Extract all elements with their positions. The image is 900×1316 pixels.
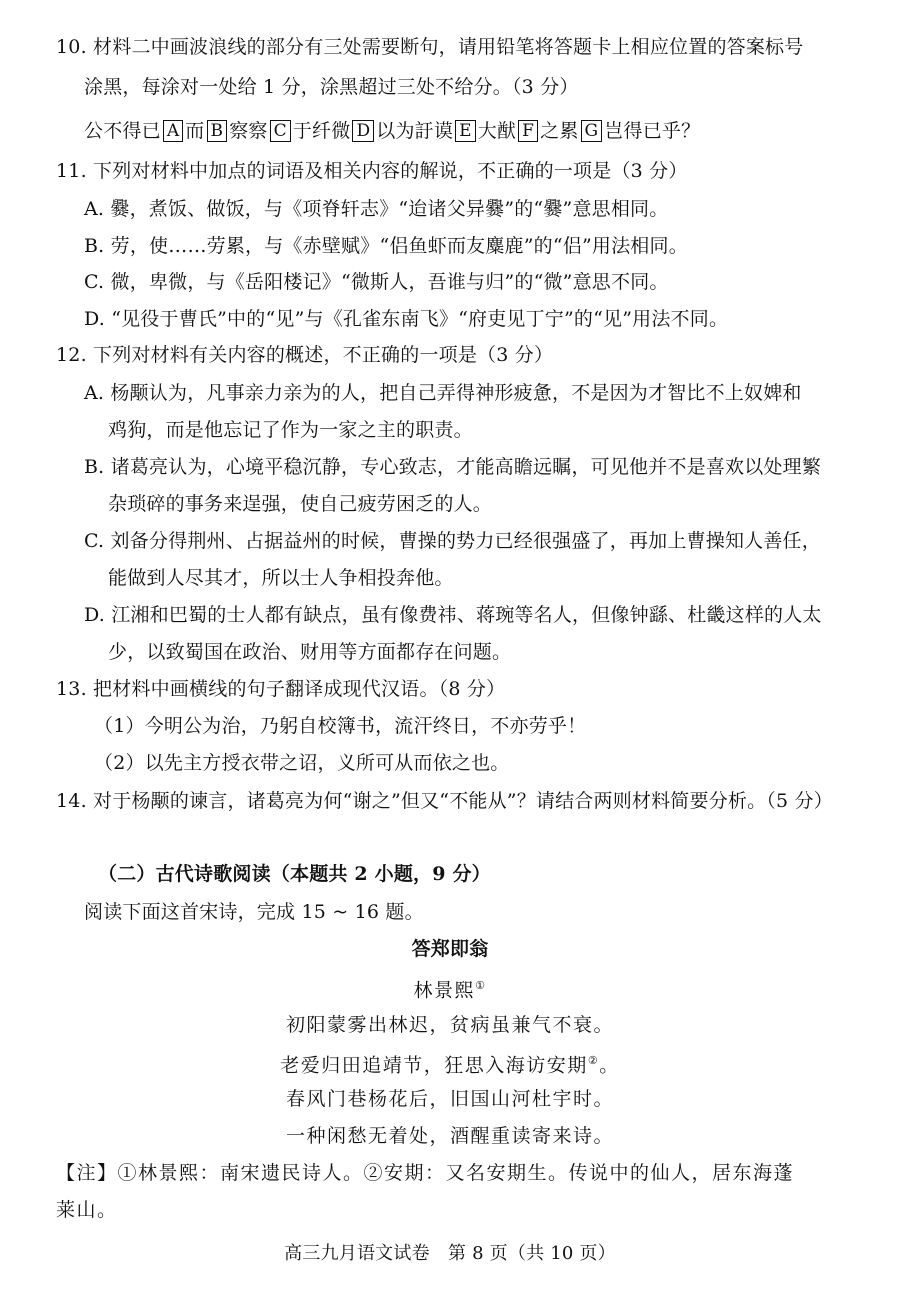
answer-box: A bbox=[163, 120, 183, 142]
sentence-segment: 岂得已乎？ bbox=[604, 120, 701, 142]
q12-option-b-line1: B. 诸葛亮认为，心境平稳沉静，专心致志，才能高瞻远瞩，可见他并不是喜欢以处理繁 bbox=[84, 456, 822, 478]
line2-footnote-mark: ② bbox=[587, 1054, 600, 1067]
sentence-segment: 大猷 bbox=[477, 120, 517, 142]
q12-option-a-line2: 鸡狗，而是他忘记了作为一家之主的职责。 bbox=[108, 419, 473, 441]
answer-box: B bbox=[207, 120, 228, 142]
poem-title: 答郑即翁 bbox=[411, 938, 489, 960]
notes-line1: 【注】①林景熙：南宋遗民诗人。②安期：又名安期生。传说中的仙人，居东海蓬 bbox=[56, 1162, 795, 1184]
q11-option-b: B. 劳，使……劳累，与《赤壁赋》“侣鱼虾而友麋鹿”的“侣”用法相同。 bbox=[84, 235, 688, 257]
q12-option-b-line2: 杂琐碎的事务来逞强，使自己疲劳困乏的人。 bbox=[108, 493, 493, 515]
q12-option-c-line2: 能做到人尽其才，所以士人争相投奔他。 bbox=[108, 567, 454, 589]
q10-sentence bbox=[84, 117, 700, 145]
q13-stem: 13. 把材料中画横线的句子翻译成现代汉语。（8 分） bbox=[56, 678, 506, 700]
q11-option-a: A. 爨，煮饭、做饭，与《项脊轩志》“迨诸父异爨”的“爨”意思相同。 bbox=[84, 198, 669, 220]
q13-sentence-1: （1）今明公为治，乃躬自校簿书，流汗终日，不亦劳乎！ bbox=[94, 715, 587, 737]
section-heading: （二）古代诗歌阅读（本题共 2 小题，9 分） bbox=[98, 863, 491, 885]
q11-option-c: C. 微，卑微，与《岳阳楼记》“微斯人，吾谁与归”的“微”意思不同。 bbox=[84, 271, 669, 293]
q12-option-c-line1: C. 刘备分得荆州、占据益州的时候，曹操的势力已经很强盛了，再加上曹操知人善任， bbox=[84, 530, 821, 552]
q12-option-d-line2: 少，以致蜀国在政治、财用等方面都存在问题。 bbox=[108, 641, 512, 663]
page-footer: 高三九月语文试卷 第 8 页（共 10 页） bbox=[284, 1243, 616, 1264]
notes-line2: 莱山。 bbox=[56, 1199, 118, 1221]
poem-line-4: 一种闲愁无着处，酒醒重读寄来诗。 bbox=[285, 1125, 614, 1147]
q10-stem-line2: 涂黑，每涂对一处给 1 分，涂黑超过三处不给分。（3 分） bbox=[84, 76, 579, 98]
sentence-segment: 以为訏谟 bbox=[376, 120, 454, 142]
q10-stem-line1: 10. 材料二中画波浪线的部分有三处需要断句，请用铅笔将答题卡上相应位置的答案标号 bbox=[56, 36, 804, 58]
q12-option-a-line1: A. 杨颙认为，凡事亲力亲为的人，把自己弄得神形疲惫，不是因为才智比不上奴婢和 bbox=[84, 382, 802, 404]
section-intro: 阅读下面这首宋诗，完成 15 ~ 16 题。 bbox=[84, 901, 424, 923]
answer-box: F bbox=[518, 120, 538, 142]
sentence-segment: 公不得已 bbox=[84, 120, 161, 142]
poem-author: 林景熙① bbox=[413, 979, 487, 1002]
answer-box: G bbox=[581, 120, 603, 142]
sentence-segment: 而 bbox=[185, 120, 205, 142]
q13-sentence-2: （2）以先主方授衣带之诏，义所可从而依之也。 bbox=[94, 752, 510, 774]
poem-line-2: 老爱归田追靖节，狂思入海访安期②。 bbox=[280, 1054, 620, 1077]
q11-stem: 11. 下列对材料中加点的词语及相关内容的解说，不正确的一项是（3 分） bbox=[56, 160, 688, 182]
q12-stem: 12. 下列对材料有关内容的概述，不正确的一项是（3 分） bbox=[56, 344, 554, 366]
answer-box: C bbox=[270, 120, 291, 142]
sentence-segment: 察察 bbox=[229, 120, 268, 142]
poem-line-1: 初阳蒙雾出林迟，贫病虽兼气不衰。 bbox=[285, 1014, 614, 1036]
q14-stem: 14. 对于杨颙的谏言，诸葛亮为何“谢之”但又“不能从”？请结合两则材料简要分析。（5 分） bbox=[56, 790, 833, 812]
answer-box: E bbox=[455, 120, 476, 142]
author-footnote-mark: ① bbox=[475, 979, 487, 992]
sentence-segment: 之累 bbox=[540, 120, 579, 142]
q11-option-d: D. “见役于曹氏”中的“见”与《孔雀东南飞》“府吏见丁宁”的“见”用法不同。 bbox=[84, 308, 729, 330]
answer-box: D bbox=[352, 120, 374, 142]
sentence-segment: 于纤微 bbox=[292, 120, 351, 142]
q12-option-d-line1: D. 江湘和巴蜀的士人都有缺点，虽有像费祎、蒋琬等名人，但像钟繇、杜畿这样的人太 bbox=[84, 604, 822, 626]
poem-line-3: 春风门巷杨花后，旧国山河杜宇时。 bbox=[285, 1088, 614, 1110]
